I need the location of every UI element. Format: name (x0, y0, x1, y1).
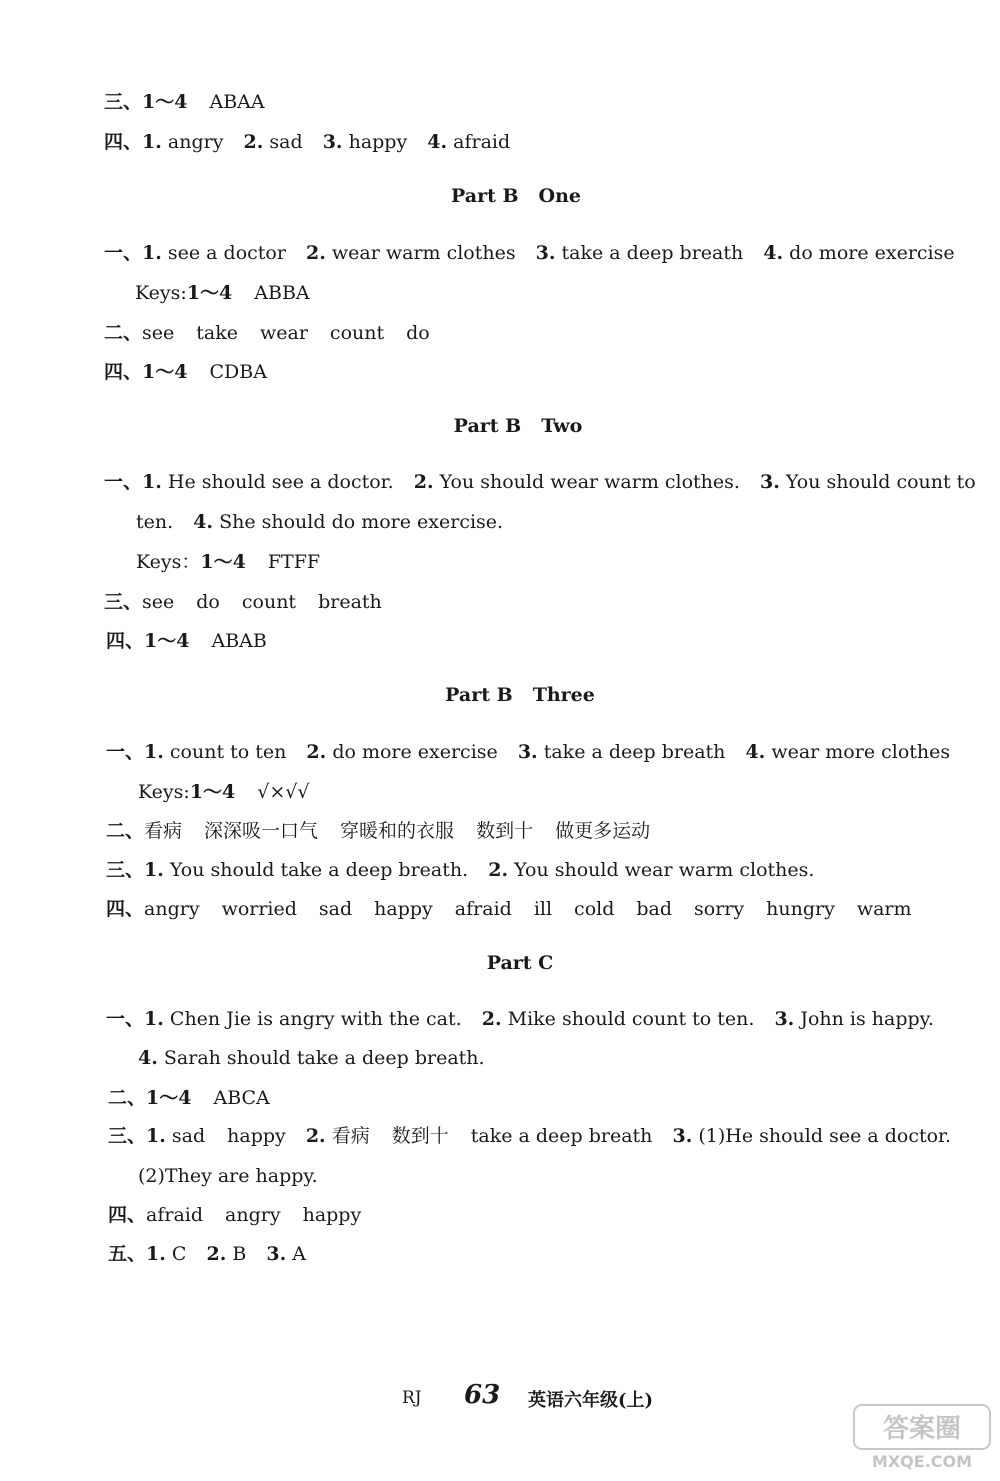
answer-text: ten. (136, 511, 174, 533)
answer-word: afraid (146, 1204, 204, 1226)
heading-part: Part B (450, 185, 519, 207)
question-range: 1～4 (186, 282, 233, 304)
answer-text: (2)They are happy. (138, 1165, 318, 1187)
answer-line (108, 1202, 361, 1228)
section-number: 三、 (106, 859, 145, 881)
answer-line (104, 320, 430, 346)
section-number: 二、 (108, 1087, 147, 1109)
answer-line (104, 359, 267, 385)
book-title: 英语六年级(上) (528, 1390, 654, 1411)
answer-word: 看病 (144, 820, 183, 842)
answer-word: take a deep breath (470, 1125, 653, 1147)
svg-text:答案圈: 答案圈 (882, 1414, 962, 1444)
keys-label: Keys: (138, 781, 190, 803)
answer-word: do (196, 591, 220, 613)
answer-word: angry (144, 898, 200, 920)
item-number: 3. (774, 1008, 795, 1030)
answer-text: wear more clothes (771, 741, 951, 763)
answer-text: take a deep breath (543, 741, 726, 763)
svg-text:MXQE.COM: MXQE.COM (871, 1452, 973, 1471)
answer-word: count (329, 322, 385, 344)
section-number: 四、 (106, 898, 145, 920)
answer-line (136, 509, 503, 535)
answer-text: do more exercise (789, 242, 955, 264)
section-heading (20, 950, 1000, 976)
heading-part: Part C (486, 952, 554, 974)
question-range: 1～4 (142, 91, 188, 113)
answer-word: 做更多运动 (555, 820, 651, 842)
item-number: 1. (142, 471, 162, 493)
item-number: 1. (142, 131, 162, 153)
answer-line (106, 896, 912, 922)
section-heading (18, 413, 1000, 439)
answer-line (106, 628, 267, 654)
item-number: 2. (413, 471, 434, 493)
answer-word: sad (318, 898, 353, 920)
answer-word: worried (221, 898, 297, 920)
answer-text: She should do more exercise. (219, 511, 504, 533)
answer-line (104, 589, 382, 615)
heading-part: Part B (445, 684, 513, 706)
item-number: 3. (535, 242, 556, 264)
section-number: 一、 (104, 242, 143, 264)
page-footer (0, 1380, 1000, 1420)
answer-text: John is happy. (800, 1008, 934, 1030)
section-number: 四、 (104, 361, 143, 383)
question-range: 1～4 (189, 781, 236, 803)
answer-word: happy (227, 1125, 286, 1147)
answer-word: happy (302, 1204, 362, 1226)
answer-text: Chen Jie is angry with the cat. (169, 1008, 462, 1030)
answer-line (104, 240, 955, 266)
answer-word: 数到十 (476, 820, 534, 842)
answer-line (106, 818, 650, 844)
answer-text: FTFF (267, 551, 321, 573)
answer-text: (1)He should see a doctor. (698, 1125, 952, 1147)
question-range: 1～4 (200, 551, 246, 573)
answer-word: 数到十 (391, 1125, 449, 1147)
item-number: 2. (206, 1243, 227, 1265)
item-number: 2. (243, 131, 264, 153)
answer-text: happy (348, 131, 408, 153)
section-number: 四、 (108, 1204, 147, 1226)
answer-word: 穿暖和的衣服 (340, 820, 455, 842)
item-number: 3. (760, 471, 780, 493)
answer-text: You should take a deep breath. (169, 859, 469, 881)
item-number: 4. (193, 511, 214, 533)
answer-line (104, 469, 976, 495)
answer-word: ill (533, 898, 553, 920)
item-number: 3. (517, 741, 538, 763)
answer-text: see a doctor (167, 242, 286, 264)
item-number: 2. (306, 242, 326, 264)
section-number: 二、 (104, 322, 143, 344)
item-number: 2. (488, 859, 509, 881)
section-number: 二、 (106, 820, 145, 842)
answer-line (138, 1045, 485, 1071)
section-number: 三、 (104, 591, 143, 613)
answer-word: angry (225, 1204, 281, 1226)
page-number: 63 (464, 1380, 501, 1410)
item-number: 1. (146, 1125, 166, 1147)
item-number: 4. (745, 741, 766, 763)
answer-text: √×√√ (257, 781, 310, 803)
heading-lesson: One (538, 185, 581, 207)
item-number: 4. (763, 242, 784, 264)
question-range: 1～4 (146, 1087, 192, 1109)
item-number: 3. (322, 131, 343, 153)
section-number: 三、 (104, 91, 143, 113)
answer-line (108, 1085, 270, 1111)
answer-text: do more exercise (332, 741, 498, 763)
answer-word: see (142, 591, 175, 613)
item-number: 1. (144, 1008, 164, 1030)
question-range: 1～4 (142, 361, 188, 383)
question-range: 1～4 (144, 630, 190, 652)
answer-text: afraid (453, 131, 511, 153)
item-number: 1. (146, 1243, 166, 1265)
keys-line (135, 280, 310, 306)
section-number: 一、 (106, 741, 145, 763)
answer-text: sad (269, 131, 303, 153)
section-heading (20, 682, 1000, 708)
answer-line (104, 129, 510, 155)
answer-line (106, 1006, 934, 1032)
edition-label: RJ (402, 1388, 422, 1408)
answer-text: You should wear warm clothes. (439, 471, 740, 493)
section-number: 一、 (104, 471, 143, 493)
item-number: 2. (305, 1125, 326, 1147)
answer-word: sorry (694, 898, 745, 920)
answer-text: ABAB (211, 630, 267, 652)
section-heading (16, 183, 1000, 209)
answer-word: wear (260, 322, 308, 344)
answer-text: You should count to (785, 471, 976, 493)
keys-label: Keys： (136, 551, 201, 573)
item-number: 3. (672, 1125, 693, 1147)
section-number: 四、 (106, 630, 145, 652)
keys-label: Keys: (135, 282, 187, 304)
answer-text: ABCA (213, 1087, 270, 1109)
answer-text: Mike should count to ten. (507, 1008, 755, 1030)
heading-part: Part B (453, 415, 522, 437)
section-number: 四、 (104, 131, 143, 153)
answer-word: bad (636, 898, 673, 920)
answer-text: B (232, 1243, 247, 1265)
answer-text: Sarah should take a deep breath. (163, 1047, 485, 1069)
heading-lesson: Two (541, 415, 583, 437)
item-number: 1. (144, 859, 164, 881)
answer-word: happy (374, 898, 433, 920)
answer-word: hungry (766, 898, 835, 920)
answer-text: C (171, 1243, 187, 1265)
answer-text: angry (167, 131, 224, 153)
heading-lesson: Three (532, 684, 595, 706)
answer-text: ABAA (209, 91, 265, 113)
answer-word: afraid (454, 898, 512, 920)
answer-word: take (196, 322, 238, 344)
answer-text: CDBA (209, 361, 267, 383)
answer-text: count to ten (169, 741, 287, 763)
answer-line (104, 89, 265, 115)
watermark-logo (852, 1403, 992, 1473)
item-number: 1. (144, 741, 164, 763)
item-number: 3. (266, 1243, 287, 1265)
answer-word: cold (574, 898, 615, 920)
watermark-icon (852, 1403, 992, 1473)
section-number: 一、 (106, 1008, 145, 1030)
answer-text: You should wear warm clothes. (514, 859, 815, 881)
answer-word: warm (856, 898, 912, 920)
item-number: 4. (427, 131, 448, 153)
answer-line (108, 1123, 951, 1149)
answer-line (106, 739, 950, 765)
answer-word: see (142, 322, 175, 344)
answer-word: do (406, 322, 430, 344)
keys-line (136, 549, 320, 575)
answer-word: 看病 (331, 1125, 370, 1147)
answer-word: 深深吸一口气 (204, 820, 319, 842)
item-number: 1. (142, 242, 162, 264)
answer-text: take a deep breath (561, 242, 744, 264)
answer-word: count (241, 591, 297, 613)
answer-text: A (292, 1243, 307, 1265)
answer-line (106, 857, 814, 883)
section-number: 三、 (108, 1125, 147, 1147)
answer-word: sad (171, 1125, 206, 1147)
answer-text: wear warm clothes (331, 242, 516, 264)
answer-line (108, 1241, 306, 1267)
item-number: 2. (481, 1008, 502, 1030)
answer-text: ABBA (254, 282, 310, 304)
answer-line (138, 1163, 318, 1189)
item-number: 2. (306, 741, 327, 763)
section-number: 五、 (108, 1243, 147, 1265)
answer-word: breath (318, 591, 382, 613)
item-number: 4. (138, 1047, 158, 1069)
keys-line (138, 779, 310, 805)
answer-text: He should see a doctor. (167, 471, 394, 493)
